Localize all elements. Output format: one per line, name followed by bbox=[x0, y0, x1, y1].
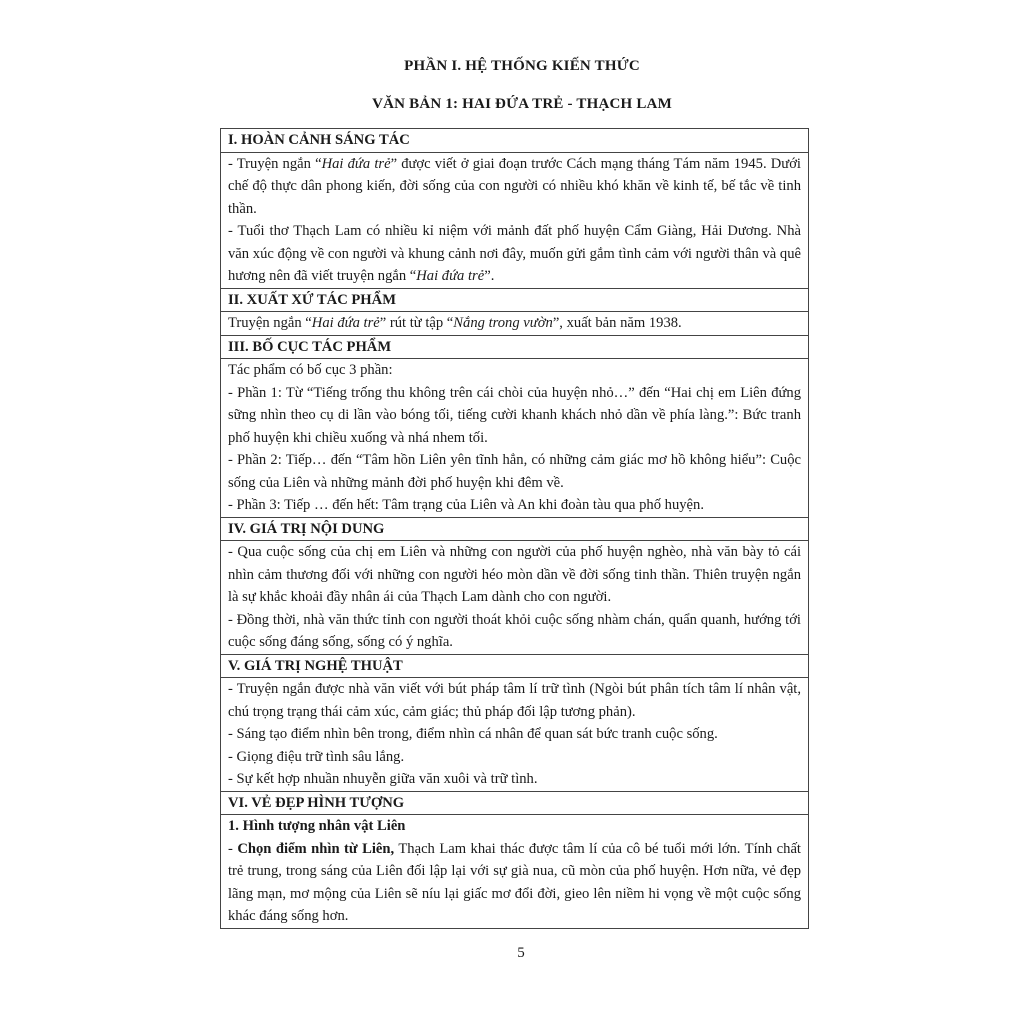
italic-title: Hai đứa trẻ bbox=[416, 268, 485, 284]
section-heading: V. GIÁ TRỊ NGHỆ THUẬT bbox=[221, 654, 809, 678]
paragraph bbox=[228, 838, 801, 928]
content-table bbox=[220, 128, 809, 929]
section-heading-row bbox=[221, 288, 809, 312]
section-body-row bbox=[221, 815, 809, 929]
paragraph: - Phần 3: Tiếp … đến hết: Tâm trạng của Liên và An khi đoàn tàu qua phố huyện. bbox=[228, 497, 704, 513]
text-run: - Truyện ngắn “ bbox=[228, 155, 322, 172]
part-title: PHẦN I. HỆ THỐNG KIẾN THỨC bbox=[404, 58, 640, 74]
paragraph: - Qua cuộc sống của chị em Liên và những con người của phố huyện nghèo, nhà văn bày tỏ cái nhìn cảm thương đối với những con người héo mòn dần về đời sống tinh thần. Thiên truyện ngắn là sự khắc khoải đầy nhân ái của Thạch Lam dành cho con người. bbox=[228, 544, 801, 605]
section-body bbox=[221, 678, 809, 792]
section-heading: I. HOÀN CẢNH SÁNG TÁC bbox=[221, 129, 809, 153]
paragraph: - Đồng thời, nhà văn thức tỉnh con người thoát khỏi cuộc sống nhàm chán, quẩn quanh, hướng tới cuộc sống đáng sống, sống có ý nghĩa. bbox=[228, 611, 801, 650]
section-body bbox=[221, 312, 809, 336]
section-body bbox=[221, 815, 809, 929]
paragraph: - Phần 2: Tiếp… đến “Tâm hồn Liên yên tĩnh hẳn, có những cảm giác mơ hồ không hiểu”: Cuộc sống của Liên và những mảnh đời phố huyện khi đêm về. bbox=[228, 452, 801, 491]
section-body bbox=[221, 152, 809, 288]
text-run: ” được viết ở giai đoạn trước Cách mạng tháng Tám năm 1945. Dưới chế độ thực dân phong kiến, đời sống của con người có nhiều khó khăn về kinh tế, bế tắc về tinh thần. bbox=[228, 155, 801, 217]
text-run: - Tuổi thơ Thạch Lam có nhiều kỉ niệm với mảnh đất phố huyện Cẩm Giàng, Hải Dương. Nhà văn xúc động về con người và khung cảnh nơi đây, muốn gửi gắm tình cảm với người thân và quê hương nên đã viết truyện ngắn “ bbox=[228, 223, 801, 284]
section-body-row bbox=[221, 359, 809, 518]
section-body-row bbox=[221, 152, 809, 288]
paragraph: - Sự kết hợp nhuần nhuyễn giữa văn xuôi và trữ tình. bbox=[228, 771, 538, 787]
paragraph bbox=[228, 153, 801, 221]
section-heading: VI. VẺ ĐẸP HÌNH TƯỢNG bbox=[221, 791, 809, 815]
section-heading-row bbox=[221, 654, 809, 678]
paragraph: - Sáng tạo điểm nhìn bên trong, điểm nhìn cá nhân để quan sát bức tranh cuộc sống. bbox=[228, 726, 718, 742]
italic-title: Hai đứa trẻ bbox=[311, 315, 380, 331]
text-run: Truyện ngắn “ bbox=[228, 315, 312, 331]
section-heading-row bbox=[221, 335, 809, 359]
paragraph: - Phần 1: Từ “Tiếng trống thu không trên cái chòi của huyện nhỏ…” đến “Hai chị em Liên đứng sững nhìn theo cụ di lần vào bóng tối, tiếng cười khanh khách nhỏ dần về phía làng.”: Bức tranh phố huyện khi chiều xuống và nhá nhem tối. bbox=[228, 384, 801, 446]
section-heading-row bbox=[221, 791, 809, 815]
section-body-row bbox=[221, 312, 809, 336]
section-heading: III. BỐ CỤC TÁC PHẨM bbox=[221, 335, 809, 359]
subsection-heading: 1. Hình tượng nhân vật Liên bbox=[228, 818, 406, 834]
section-body bbox=[221, 359, 809, 518]
section-body bbox=[221, 541, 809, 655]
text-run: ”. bbox=[484, 268, 495, 284]
paragraph: - Giọng điệu trữ tình sâu lắng. bbox=[228, 748, 405, 765]
page-number: 5 bbox=[517, 945, 525, 961]
paragraph bbox=[228, 220, 801, 288]
paragraph: Tác phẩm có bố cục 3 phần: bbox=[228, 362, 393, 378]
section-body-row bbox=[221, 541, 809, 655]
text-run: ”, xuất bản năm 1938. bbox=[552, 315, 682, 331]
italic-title: Hai đứa trẻ bbox=[321, 155, 391, 172]
bold-phrase: Chọn điểm nhìn từ Liên, bbox=[237, 840, 395, 857]
section-body-row bbox=[221, 678, 809, 792]
text-title: VĂN BẢN 1: HAI ĐỨA TRẺ - THẠCH LAM bbox=[372, 96, 672, 112]
section-heading: II. XUẤT XỨ TÁC PHẨM bbox=[221, 288, 809, 312]
section-heading-row bbox=[221, 517, 809, 541]
section-heading: IV. GIÁ TRỊ NỘI DUNG bbox=[221, 517, 809, 541]
italic-title: Nắng trong vườn bbox=[453, 315, 553, 331]
text-run: - bbox=[228, 840, 238, 857]
text-run: Thạch Lam khai thác được tâm lí của cô bé tuổi mới lớn. Tính chất trẻ trung, trong sáng của Liên đối lập lại với sự già nua, cũ mòn của phố huyện. Hơn nữa, vẻ đẹp lãng mạn, mơ mộng của Liên sẽ níu lại giấc mơ đổi đời, gieo lên niềm hi vọng về một cuộc sống khác đáng sống hơn. bbox=[228, 840, 801, 924]
paragraph bbox=[228, 312, 801, 335]
paragraph: - Truyện ngắn được nhà văn viết với bút pháp tâm lí trữ tình (Ngòi bút phân tích tâm lí nhân vật, chú trọng trạng thái cảm xúc, cảm giác; thủ pháp đối lập tương phản). bbox=[228, 681, 801, 720]
text-run: ” rút từ tập “ bbox=[379, 315, 454, 331]
section-heading-row bbox=[221, 129, 809, 153]
